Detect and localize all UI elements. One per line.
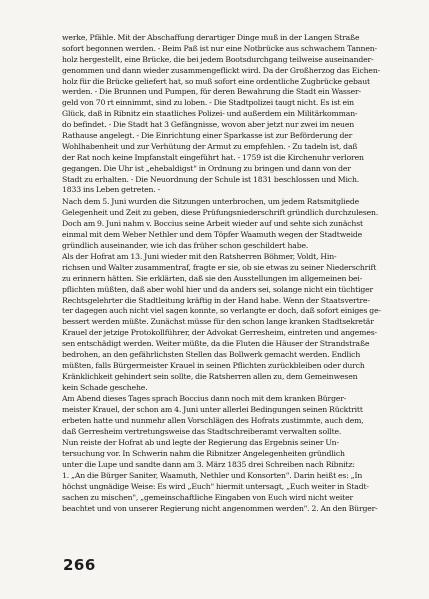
text-line: sofort begonnen werden. - Beim Paß ist nur eine Notbrücke aus schwachem Tannen-	[62, 43, 378, 53]
text-line: pflichten müßten, daß aber wohl hier und da anders sei, solange nicht ein tüchtiger	[62, 284, 374, 294]
text-line: gegangen. Die Uhr ist „ehebaldigst" in Ordnung zu bringen und dann von der	[62, 163, 351, 173]
text-line: erbeten hatte und nunmehr allen Vorschlägen des Hofrats zustimmte, auch dem,	[62, 415, 364, 425]
text-line: richsen und Walter zusammentraf, fragte er sie, ob sie etwas zu seiner Niederschrift	[62, 262, 377, 272]
text-line: bessert werden müßte. Zunächst müsse für den schon lange kranken Stadtsekretär	[62, 317, 374, 327]
text-line: Krauel der jetzige Protokollführer, der Advokat Gerresheim, eintreten und angemes-	[62, 328, 377, 338]
body-text	[62, 33, 392, 515]
text-line: daß Gerresheim vertretungsweise das Stadtschreiberamt verwalten sollte.	[62, 426, 342, 436]
text-line: Rechtsgelehrter die Stadtleitung kräftig in der Hand habe. Wenn der Staatsvertre-	[62, 295, 370, 305]
page-number: 266	[63, 556, 96, 574]
text-line: sachen zu mischen", „gemeinschaftliche Eingaben von Euch wird nicht weiter	[62, 492, 354, 502]
text-line: einmal mit dem Weber Nethler und dem Töpfer Waamuth wegen der Stadtweide	[62, 229, 363, 239]
text-line: Stadt zu erhalten. - Die Neuordnung der Schule ist 1831 beschlossen und Mich.	[62, 174, 360, 184]
text-line: meister Krauel, der schon am 4. Juni unter allerlei Bedingungen seinen Rücktritt	[62, 405, 363, 415]
text-line: sen entschädigt werden. Weiter müßte, da die Fluten die Häuser der Strandstraße	[62, 339, 370, 349]
text-line: höchst ungnädige Weise: Es wird „Euch" hiermit untersagt, „Euch weiter in Stadt-	[62, 481, 369, 491]
text-line: Wohlhabenheit und zur Verhütung der Armut zu empfehlen. - Zu tadeln ist, daß	[62, 141, 358, 151]
text-line: 1. „An die Bürger Saniter, Waamuth, Nethler und Konsorten". Darin heißt es: „In	[62, 471, 363, 480]
text-line: beachtet und von unserer Regierung nicht angenommen werden". 2. An den Bürger-	[62, 503, 378, 513]
text-line: werden. - Die Brunnen und Pumpen, für deren Bewahrung die Stadt ein Wasser-	[62, 87, 361, 97]
text-line: werke, Pfähle. Mit der Abschaffung derartiger Dinge muß in der Langen Straße	[62, 33, 360, 42]
text-line: Doch am 9. Juni nahm v. Boccius seine Arbeit wieder auf und sehte sich zunächst	[62, 218, 363, 228]
text-line: holz für die Brücke geliefert hat, so muß sofort eine ordentliche Zugbrücke gebaut	[62, 76, 370, 86]
text-line: ter dagegen auch nicht viel sagen konnte, so verlangte er doch, daß sofort einiges ge-	[62, 306, 381, 316]
text-line: do befindet. - Die Stadt hat 3 Gefängnisse, wovon aber jetzt nur zwei im neuen	[62, 120, 355, 130]
text-line: unter die Lupe und sandte dann am 3. März 1835 drei Schreiben nach Ribnitz:	[62, 460, 355, 470]
text-line: Am Abend dieses Tages sprach Boccius dann noch mit dem kranken Bürger-	[62, 394, 347, 404]
text-line: Als der Hofrat am 13. Juni wieder mit den Ratsherren Böhmer, Voldt, Hin-	[62, 252, 337, 261]
text-line: der Rat noch keine Impfanstalt eingeführt hat. - 1759 ist die Kirchenuhr verloren	[62, 152, 364, 162]
text-line: zu erinnern hätten. Sie erklärten, daß sie den Ausstellungen im allgemeinen bei-	[62, 273, 363, 283]
text-line: 1833 ins Leben getreten. -	[62, 185, 161, 195]
text-line: genommen und dann wieder zusammengeflickt wird. Da der Großherzog das Eichen-	[62, 65, 381, 75]
text-line: Nach dem 5. Juni wurden die Sitzungen unterbrochen, um jedem Ratsmitgliede	[62, 196, 360, 206]
text-line: Gelegenheit und Zeit zu geben, diese Prüfungsniederschrift gründlich durchzulesen.	[62, 207, 379, 217]
text-line: geld von 70 rt einnimmt, sind zu loben. - Die Stadtpolizei taugt nicht. Es ist ein	[62, 98, 354, 108]
text-line: gründlich auseinander, wie ich das früher schon geschildert habe.	[62, 240, 309, 250]
text-line: Glück, daß in Ribnitz ein staatliches Polizei- und außerdem ein Militärkomman-	[62, 109, 358, 119]
text-line: kein Schade geschehe.	[62, 382, 148, 392]
text-line: Kränklichkeit gehindert sein sollte, die Ratsherren allen zu, dem Gemeinwesen	[62, 371, 358, 381]
text-line: müßten, falls Bürgermeister Krauel in seinen Pflichten zurückbleiben oder durch	[62, 360, 365, 370]
text-line: Nun reiste der Hofrat ab und legte der Regierung das Ergebnis seiner Un-	[62, 438, 339, 448]
text-line: holz hergestellt, eine Brücke, die bei jedem Bootsdurchgang teilweise auseinander-	[62, 54, 374, 64]
text-line: tersuchung vor. In Schwerin nahm die Ribnitzer Angelegenheiten gründlich	[62, 449, 345, 459]
text-line: Rathause angelegt. - Die Einrichtung einer Sparkasse ist zur Beförderung der	[62, 131, 353, 141]
text-line: bedrohen, an den gefährlichsten Stellen das Bollwerk gemacht werden. Endlich	[62, 350, 361, 360]
